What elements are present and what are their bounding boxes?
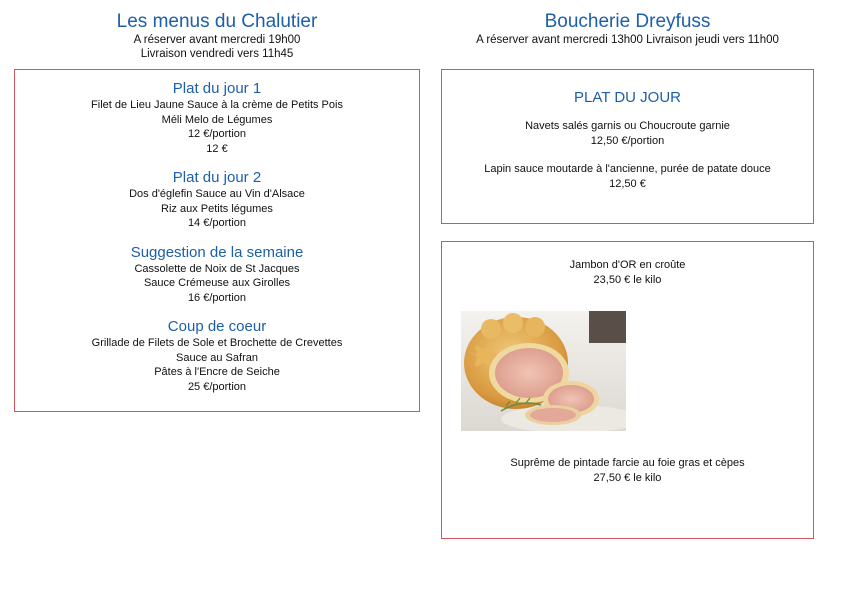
- price-line: 25 €/portion: [187, 380, 247, 393]
- menu-line: Sauce Crémeuse aux Girolles: [143, 277, 291, 289]
- price-line: 23,50 € le kilo: [593, 273, 662, 286]
- price-line: 12,50 €/portion: [590, 134, 665, 147]
- menu-line: Suprême de pintade farcie au foie gras et cèpes: [510, 457, 745, 469]
- section-title: Plat du jour 2: [172, 169, 262, 186]
- price-line: 12 €/portion: [187, 128, 247, 140]
- chalutier-header: [14, 11, 420, 61]
- menu-line: Méli Melo de Légumes: [161, 113, 273, 126]
- menu-line: Filet de Lieu Jaune Sauce à la crème de Petits Pois: [91, 99, 343, 111]
- dreyfuss-order-delivery: A réserver avant mercredi 13h00 Livraison jeudi vers 11h00: [476, 34, 779, 46]
- price-line: 16 €/portion: [187, 291, 247, 304]
- dreyfuss-plat-box: [441, 69, 814, 224]
- menu-line: Sauce au Safran: [176, 351, 258, 364]
- dreyfuss-title: Boucherie Dreyfuss: [544, 11, 711, 32]
- menu-line: Grillade de Filets de Sole et Brochette de Crevettes: [91, 337, 343, 349]
- menu-line: Riz aux Petits légumes: [161, 202, 273, 215]
- menu-line: Lapin sauce moutarde à l'ancienne, purée de patate douce: [484, 163, 771, 175]
- price-line: 27,50 € le kilo: [593, 471, 662, 484]
- section-title: Suggestion de la semaine: [130, 243, 304, 261]
- menu-line: Navets salés garnis ou Choucroute garnie: [525, 120, 730, 132]
- plat-title: PLAT DU JOUR: [574, 89, 681, 106]
- jambon-photo: [461, 311, 626, 431]
- price-line: 14 €/portion: [187, 217, 247, 229]
- menu-line: Pâtes à l'Encre de Seiche: [154, 366, 280, 378]
- section-coup-de-coeur: [15, 317, 419, 394]
- section-suggestion: [15, 243, 419, 306]
- price-line: 12 €: [206, 142, 228, 155]
- section-title: Plat du jour 1: [172, 80, 262, 97]
- chalutier-title: Les menus du Chalutier: [116, 11, 318, 32]
- chalutier-order-deadline: A réserver avant mercredi 19h00: [133, 34, 301, 46]
- section-plat-du-jour-1: [15, 79, 419, 156]
- section-plat-du-jour-2: [15, 168, 419, 231]
- menu-line: Dos d'églefin Sauce au Vin d'Alsace: [129, 188, 305, 200]
- menu-line: Jambon d'OR en croûte: [569, 259, 686, 271]
- dreyfuss-header: [441, 11, 814, 47]
- menu-line: Cassolette de Noix de St Jacques: [134, 262, 300, 275]
- price-line: 12,50 €: [609, 177, 646, 190]
- chalutier-delivery: Livraison vendredi vers 11h45: [140, 48, 294, 60]
- section-title: Coup de coeur: [167, 318, 267, 335]
- chalutier-menu-box: [14, 69, 420, 412]
